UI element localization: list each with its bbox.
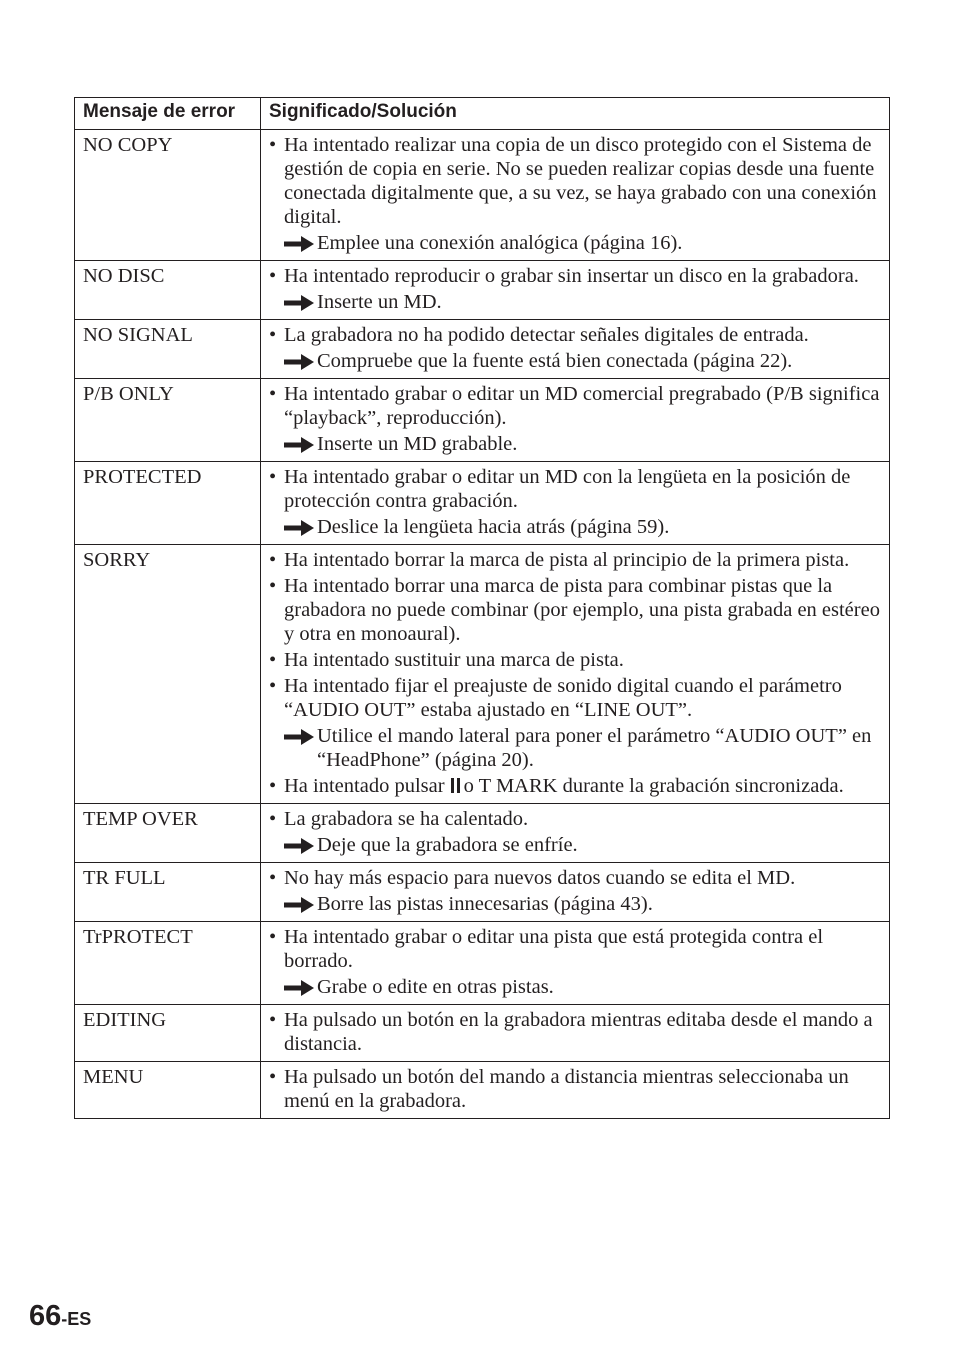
error-message-cell: EDITING — [75, 1005, 261, 1062]
remedy-line — [269, 833, 881, 857]
arrow-right-icon — [284, 236, 314, 252]
cause-text: Ha intentado grabar o editar un MD con la lengüeta en la posición de protección contra grabación. — [284, 466, 851, 512]
table-row — [75, 462, 890, 545]
meaning-solution-cell — [261, 922, 890, 1005]
error-message-cell: PROTECTED — [75, 462, 261, 545]
cause-text: Ha pulsado un botón del mando a distancia mientras seleccionaba un menú en la grabadora. — [284, 1066, 849, 1112]
arrow-right-icon — [284, 520, 314, 536]
table-row — [75, 804, 890, 863]
bullet-marker: • — [269, 1009, 277, 1031]
error-message-cell: NO SIGNAL — [75, 320, 261, 379]
remedy-line — [269, 975, 881, 999]
cause-bullet-item — [269, 465, 881, 539]
cause-bullet-item — [269, 133, 881, 255]
bullet-marker: • — [269, 383, 277, 405]
bullet-marker: • — [269, 324, 277, 346]
bullet-marker: • — [269, 1066, 277, 1088]
meaning-solution-cell — [261, 130, 890, 261]
bullet-marker: • — [269, 575, 277, 597]
remedy-line — [269, 515, 881, 539]
meaning-solution-cell — [261, 261, 890, 320]
cause-bullet-item — [269, 1008, 881, 1056]
error-message-cell: SORRY — [75, 545, 261, 804]
cause-bullet-item — [269, 648, 881, 672]
remedy-text: Compruebe que la fuente está bien conectada (página 22). — [317, 350, 793, 372]
cause-text-continued: o T MARK durante la grabación sincronizada. — [463, 775, 844, 797]
remedy-text: Utilice el mando lateral para poner el parámetro “AUDIO OUT” en “HeadPhone” (página 20). — [317, 725, 872, 771]
cause-bullet-item — [269, 264, 881, 314]
bullet-marker: • — [269, 265, 277, 287]
bullet-marker: • — [269, 808, 277, 830]
meaning-solution-cell — [261, 1005, 890, 1062]
arrow-right-icon — [284, 897, 314, 913]
arrow-right-icon — [284, 980, 314, 996]
arrow-right-icon — [284, 437, 314, 453]
arrow-right-icon — [284, 354, 314, 370]
cause-text: No hay más espacio para nuevos datos cuando se edita el MD. — [284, 867, 796, 889]
table-row — [75, 261, 890, 320]
cause-bullet-item — [269, 548, 881, 572]
cause-bullet-item — [269, 925, 881, 999]
cause-text: Ha intentado borrar la marca de pista al principio de la primera pista. — [284, 549, 850, 571]
cause-text: La grabadora no ha podido detectar señales digitales de entrada. — [284, 324, 809, 346]
cause-bullet-item — [269, 807, 881, 857]
meaning-solution-cell — [261, 545, 890, 804]
cause-bullet-item — [269, 574, 881, 646]
remedy-text: Grabe o edite en otras pistas. — [317, 976, 554, 998]
cause-text: Ha pulsado un botón en la grabadora mientras editaba desde el mando a distancia. — [284, 1009, 873, 1055]
header-meaning-solution: Significado/Solución — [261, 98, 890, 130]
bullet-marker: • — [269, 926, 277, 948]
remedy-line — [269, 231, 881, 255]
cause-bullet-item — [269, 382, 881, 456]
meaning-solution-cell — [261, 379, 890, 462]
remedy-text: Deslice la lengüeta hacia atrás (página 59). — [317, 516, 670, 538]
cause-text: Ha intentado reproducir o grabar sin insertar un disco en la grabadora. — [284, 265, 859, 287]
table-row — [75, 922, 890, 1005]
error-message-cell: TEMP OVER — [75, 804, 261, 863]
page-number-suffix: -ES — [61, 1309, 92, 1329]
table-body — [75, 130, 890, 1119]
pause-icon — [451, 778, 454, 793]
cause-text: Ha intentado pulsar — [284, 775, 445, 797]
remedy-line — [269, 290, 881, 314]
bullet-marker: • — [269, 675, 277, 697]
bullet-marker: • — [269, 549, 277, 571]
remedy-text: Inserte un MD. — [317, 291, 442, 313]
arrow-right-icon — [284, 295, 314, 311]
remedy-text: Inserte un MD grabable. — [317, 433, 518, 455]
table-header-row — [75, 98, 890, 130]
table-row — [75, 545, 890, 804]
table-row — [75, 130, 890, 261]
bullet-marker: • — [269, 134, 277, 156]
cause-text: La grabadora se ha calentado. — [284, 808, 529, 830]
error-message-cell: NO DISC — [75, 261, 261, 320]
remedy-line — [269, 432, 881, 456]
cause-bullet-item — [269, 1065, 881, 1113]
error-message-cell: TR FULL — [75, 863, 261, 922]
arrow-right-icon — [284, 838, 314, 854]
cause-text: Ha intentado sustituir una marca de pista. — [284, 649, 624, 671]
remedy-line — [269, 724, 881, 772]
error-messages-table — [74, 97, 890, 1119]
bullet-marker: • — [269, 466, 277, 488]
cause-bullet-item — [269, 674, 881, 772]
remedy-line — [269, 892, 881, 916]
bullet-marker: • — [269, 867, 277, 889]
table-row — [75, 1062, 890, 1119]
cause-text: Ha intentado realizar una copia de un disco protegido con el Sistema de gestión de copia en serie. No se pueden realizar copias desde una fuente conectada digitalmente que, a su vez, se haya grabado con una conexión digital. — [284, 134, 877, 228]
meaning-solution-cell — [261, 804, 890, 863]
bullet-marker: • — [269, 649, 277, 671]
cause-text: Ha intentado grabar o editar un MD comercial pregrabado (P/B significa “playback”, reproducción). — [284, 383, 880, 429]
cause-bullet-item — [269, 323, 881, 373]
error-message-cell: P/B ONLY — [75, 379, 261, 462]
cause-text: Ha intentado fijar el preajuste de sonido digital cuando el parámetro “AUDIO OUT” estaba ajustado en “LINE OUT”. — [284, 675, 842, 721]
cause-bullet-item — [269, 774, 881, 798]
table-row — [75, 379, 890, 462]
table-row — [75, 863, 890, 922]
error-message-cell: MENU — [75, 1062, 261, 1119]
meaning-solution-cell — [261, 1062, 890, 1119]
page-number-value: 66 — [29, 1300, 62, 1332]
remedy-text: Borre las pistas innecesarias (página 43). — [317, 893, 653, 915]
cause-text: Ha intentado grabar o editar una pista que está protegida contra el borrado. — [284, 926, 824, 972]
error-message-cell: NO COPY — [75, 130, 261, 261]
cause-bullet-item — [269, 866, 881, 916]
remedy-text: Deje que la grabadora se enfríe. — [317, 834, 578, 856]
bullet-marker: • — [269, 775, 277, 797]
table-row — [75, 1005, 890, 1062]
meaning-solution-cell — [261, 462, 890, 545]
remedy-line — [269, 349, 881, 373]
error-message-cell: TrPROTECT — [75, 922, 261, 1005]
page-number — [29, 1300, 91, 1333]
arrow-right-icon — [284, 729, 314, 745]
remedy-text: Emplee una conexión analógica (página 16). — [317, 232, 683, 254]
meaning-solution-cell — [261, 320, 890, 379]
cause-text: Ha intentado borrar una marca de pista para combinar pistas que la grabadora no puede combinar (por ejemplo, una pista grabada en estéreo y otra en monoaural). — [284, 575, 880, 645]
table-row — [75, 320, 890, 379]
header-error-message: Mensaje de error — [75, 98, 261, 130]
meaning-solution-cell — [261, 863, 890, 922]
